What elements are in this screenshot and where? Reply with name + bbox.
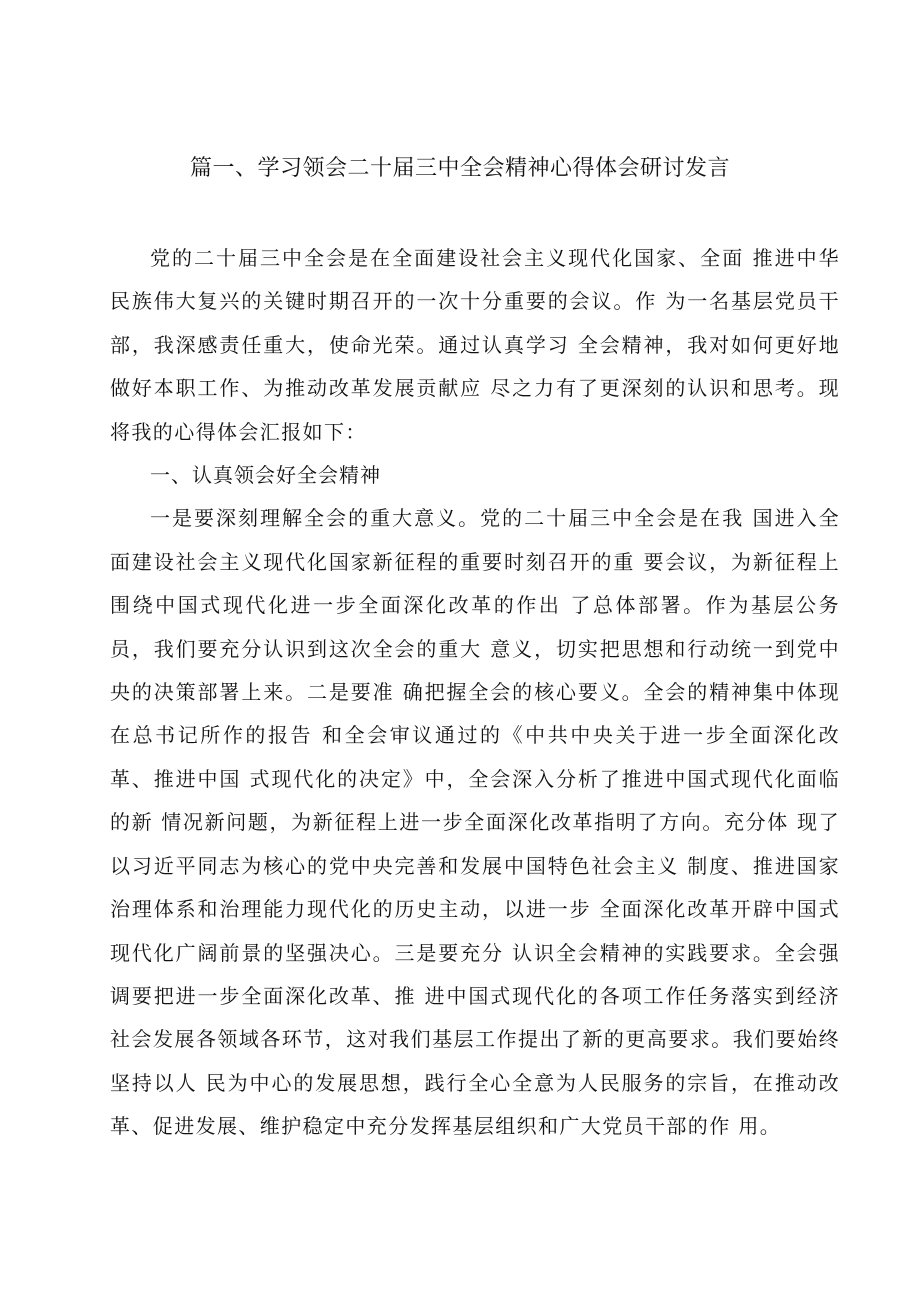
- section-heading: 一、认真领会好全会精神: [150, 463, 381, 488]
- document-title: 篇一、学习领会二十届三中全会精神心得体会研讨发言: [189, 156, 730, 181]
- document-body: [110, 237, 840, 1149]
- section-paragraph: 一是要深刻理解全会的重大意义。党的二十届三中全会是在我 国进入全面建设社会主义现代化国家新征程的重要时刻召开的重 要会议，为新征程上围绕中国式现代化进一步全面深化改革的作出 了总体部署。作为基层公务员，我们要充分认识到这次全会的重大 意义，切实把思想和行动统一到党中央的决策部署上来。二是要准 确把握全会的核心要义。全会的精神集中体现在总书记所作的报告 和全会审议通过的《中共中央关于进一步全面深化改革、推进中国 式现代化的决定》中，全会深入分析了推进中国式现代化面临的新 情况新问题，为新征程上进一步全面深化改革指明了方向。充分体 现了以习近平同志为核心的党中央完善和发展中国特色社会主义 制度、推进国家治理体系和治理能力现代化的历史主动，以进一步 全面深化改革开辟中国式现代化广阔前景的坚强决心。三是要充分 认识全会精神的实践要求。全会强调要把进一步全面深化改革、推 进中国式现代化的各项工作任务落实到经济社会发展各领域各环节，这对我们基层工作提出了新的更高要求。我们要始终坚持以人 民为中心的发展思想，践行全心全意为人民服务的宗旨，在推动改 革、促进发展、维护稳定中充分发挥基层组织和广大党员干部的作 用。: [110, 506, 840, 1139]
- intro-paragraph: 党的二十届三中全会是在全面建设社会主义现代化国家、全面 推进中华民族伟大复兴的关键时期召开的一次十分重要的会议。作 为一名基层党员干部，我深感责任重大，使命光荣。通过认真学习 全会精神，我对如何更好地做好本职工作、为推动改革发展贡献应 尽之力有了更深刻的认识和思考。现将我的心得体会汇报如下：: [110, 246, 840, 444]
